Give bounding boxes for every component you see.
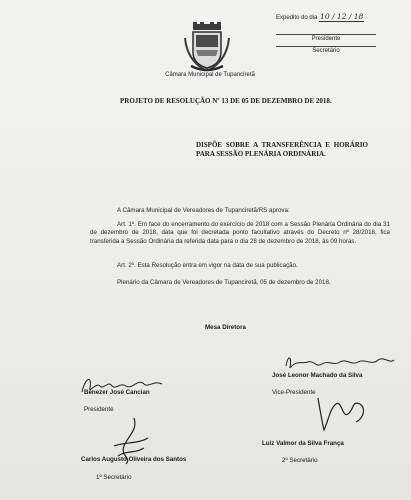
signer-name-vice: José Leonor Machado da Silva (272, 372, 363, 379)
document-ementa: DISPÕE SOBRE A TRANSFERÊNCIA E HORÁRIO PARA SESSÃO PLENÁRIA ORDINÁRIA. (196, 141, 368, 158)
plenario-date-line: Plenário da Câmara de Vereadores de Tupanciretã, 05 de dezembro de 2018. (117, 279, 331, 286)
expediente-line (276, 12, 364, 21)
mesa-diretora-heading: Mesa Diretora (205, 324, 246, 331)
signer-role-vice: Vice-Presidente (272, 389, 316, 396)
signature-luiz (312, 394, 372, 434)
expediente-date: 10 / 12 / 18 (320, 12, 364, 21)
chamber-name: Câmara Municipal de Tupanciretã (165, 72, 255, 78)
signer-role-presidente: Presidente (84, 406, 114, 413)
signer-name-2-secretario: Luiz Valmor da Silva França (262, 440, 344, 447)
municipal-crest-icon (183, 22, 231, 72)
expediente-label: Expedito do dia (276, 15, 318, 21)
secretario-label: Secretário (276, 46, 376, 54)
signer-role-1-secretario: 1º Secretário (96, 474, 132, 481)
document-title: PROJETO DE RESOLUÇÃO Nº 13 DE 05 DE DEZEMBRO DE 2018. (120, 97, 332, 105)
presidente-label: Presidente (276, 34, 376, 42)
signature-jose-leonor (282, 352, 398, 374)
article-1: Art. 1º. Em face do encerramento do exercício de 2018 com a Sessão Plenária Ordinária do dia 31 de dezembro de 2018, data que foi decretada ponto facultativo através do Decreto nº 28/2018, fica transferida a Sessão Ordinária da referida data para o dia 28 de dezembro de 2018, às 09 horas. (90, 221, 390, 245)
signer-name-presidente: Benezer José Cancian (84, 389, 150, 396)
article-2: Art. 2º. Esta Resolução entra em vigor na data de sua publicação. (117, 262, 298, 269)
signer-name-1-secretario: Carlos Augusto Oliveira dos Santos (81, 456, 187, 463)
aprova-paragraph: A Câmara Municipal de Vereadores de Tupanciretã/RS aprova: (117, 207, 290, 214)
signer-role-2-secretario: 2º Secretário (282, 457, 318, 464)
